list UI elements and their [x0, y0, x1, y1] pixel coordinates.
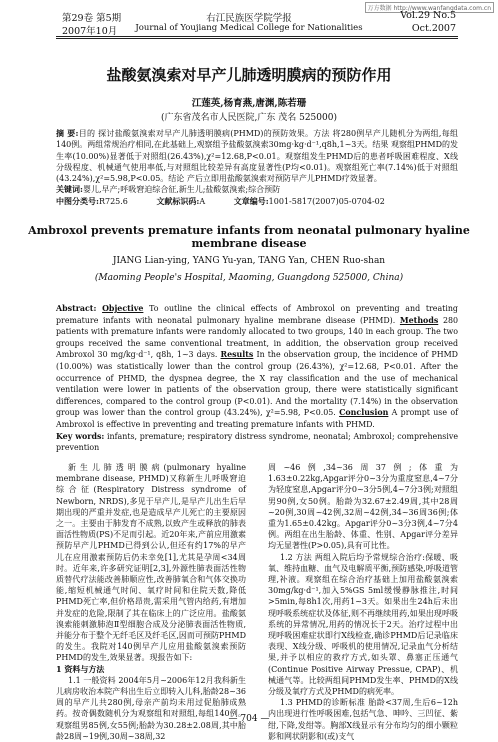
classification-line [56, 196, 458, 207]
conclusion-text: A prompt use of Ambroxol is effective in preventing and treating premature infants with PHMD. [56, 408, 458, 429]
clc-label: 中图分类号: [56, 196, 99, 206]
doc-code-value: A [199, 197, 206, 206]
authors-en: JIANG Lian-ying, YANG Yu-yan, TANG Yan, CHEN Ruo-shan [112, 256, 386, 266]
objective-label: Objective [102, 304, 144, 313]
affiliation-cn: (广东省茂名市人民医院,广东 茂名 525000) [161, 113, 337, 123]
objective-text: To outline the clinical effects of Ambroxol on preventing and treating premature infants with neonatal pulmonary hyaline membrane disease (PHMD). [56, 304, 458, 325]
keywords-en-text: infants, premature; respiratory distress syndrome, neonatal; Ambroxol; comprehensive prevention [56, 431, 458, 453]
abstract-cn-text: 目的 探讨盐酸氨溴索对早产儿肺透明膜病(PHMD)的预防效果。方法 将280例早产儿随机分为两组,每组140例。两组常规治疗相同,在此基础上,观察组予盐酸氨溴索30mg·kg·d⁻¹,q8h,1~3天。结果 观察组PHMD的发生率(10.00%)显著低于对照组(26.43%),χ²=12.68,P<0.01。观察组发生PHMD后的患者呼吸困难程度、X线分级程度、机械通气使用率低,与对照组比较差异有高度显著性(P均<0.01)。观察组死亡率(7.14%)低于对照组(43.24%),χ²=5.98,P<0.05。结论 产后立即用盐酸氨溴索对预防早产儿PHMD疗效显著。 [56, 129, 458, 184]
materials-continued: 周~46例,34~36周37例;体重为1.63±0.22kg,Apgar评分0~3分为重度窒息,4~7分为轻度窒息,Apgar评分0~3分5例,4~7分3例;对照组男90例,女50例。胎龄为32.67±2.49周,其中28周~20例,30周~42例,32周~42例,34~36周36例;体重为1.65±0.42kg。Apgar评分0~3分3例,4~7分4例。两组在出生胎龄、体重、性别、Apgar评分差异均无显著性(P>0.05),具有可比性。 [268, 463, 458, 551]
body-column-left [56, 462, 246, 742]
date-en: Oct.2007 [411, 23, 456, 34]
header-rule-2 [56, 38, 458, 39]
methods-label: Methods [399, 315, 439, 325]
conclusion-label: Conclusion [339, 408, 389, 418]
intro-paragraph: 新生儿肺透明膜病(pulmonary hyaline membrane disease, PHMD)又称新生儿呼吸窘迫综合征(Respiratory Distress syndrome of Newborn, NRDS),多见于早产儿,是早产儿出生后早期出现的严重并发症,也是造成早产儿死亡的主要原因之一。主要由于肺发育不成熟,以致产生或释放的肺表面活性物质(PS)不足而引起。近20年来,产前应用激素预防早产儿PHMD已得到公认,但还有约17%的早产儿在应用激素预防后仍未幸免[1],尤其是孕周<34周时。近年来,许多研究证明[2,3],外源性肺表面活性物质替代疗法能改善肺顺应性,改善肺氧合和气体交换功能,缩短机械通气时间、氧疗时间和住院天数,降低PHMD死亡率,但价格昂贵,需采用气管内给药,有增加并发症的危险,限制了其在临床上的广泛应用。盐酸氨溴索能刺激肺泡Ⅱ型细胞合成及分泌肺表面活性物质,并能分布于整个无纤毛区及纤毛区,因而可预防PHMD的发生。我院对140例早产儿应用盐酸氨溴索预防PHMD的发生,效果显著。现报告如下: [56, 463, 246, 663]
journal-title-en: Journal of Youjiang Medical College for Nationalities [135, 23, 363, 33]
authors-cn: 江莲英,杨育燕,唐渊,陈若珊 [191, 98, 307, 109]
keywords-cn-text: 婴儿,早产;呼吸窘迫综合征,新生儿;盐酸氨溴索;综合预防 [82, 185, 281, 194]
watermark: 万方数据 http://www.wanfangdata.com.cn [365, 2, 494, 13]
journal-title-cn: 右江民族医学院学报 [206, 13, 292, 24]
affiliation-en: (Maoming People's Hospital, Maoming, Guangdong 525000, China) [94, 273, 404, 283]
article-id-value: 1001-5817(2007)05-0704-02 [268, 197, 385, 206]
results-label: Results [220, 350, 254, 360]
criteria-paragraph: 1.3 PHMD的诊断标准 胎龄<37周,生后6~12h内出现进行性呼吸困难,包括气急、呻吟、三凹征、紫绀,下降,发绀等。胸部X线显示有分布均匀的细小颗粒影和网状阴影和(或)支气 [268, 698, 458, 741]
paper-title-en: Ambroxol prevents premature infants from neonatal pulmonary hyaline membrane disease [28, 224, 470, 250]
body-column-right [268, 462, 458, 742]
abstract-en-label: Abstract: [56, 304, 97, 313]
volume-issue-cn: 第29卷 第5期 [62, 13, 122, 24]
methods-text: 280 patients with premature infants were randomly allocated to two groups, 140 in each group. The two groups received the same conventional treatment, in addition, the observation group received Ambroxol 30 mg/kg·d⁻¹, q8h, 1~3 days. [56, 315, 459, 360]
page-number: — 704 — [228, 714, 270, 724]
volume-issue-en: Vol.29 No.5 [400, 10, 456, 21]
materials-paragraph: 1.1 一般资料 2004年5月~2006年12月我科新生儿病房收治本院产科出生后立即转入儿科,胎龄28~36周的早产儿共280例,母亲产前均未用过促胎肺成熟药。按奇偶数随机分为观察组和对照组,每组140例。观察组男85例,女55例;胎龄为30.28±2.08周,其中胎龄28周~19例,30周~38周,32 [56, 675, 246, 741]
date-cn: 2007年10月 [62, 26, 118, 37]
keywords-en-label: Key words: [56, 431, 105, 441]
methods-paragraph: 1.2 方法 两组入院后均予常规综合治疗:保暖、吸氧、维持血糖、血气及电解质平衡,预防感染,呼吸道管理,补液。观察组在综合治疗基础上加用盐酸氨溴索30mg/kg·d⁻¹,加入5%GS 5ml缓慢静脉推注,时间>5min,每8h1次,用药1~3天。如果出生24h后未出现呼吸系统症状及体征,则不再继续用药,如果出现呼吸系统的异常情况,用药的情况长于2天。治疗过程中出现呼吸困难症状即行X线检查,确诊PHMD后记录临床表现、X线分级、呼吸机的使用情况,记录血气分析结果,并予以相应的救疗方式,如头罩、鼻塞正压通气(Continue Positive Airway Pressue, CPAP)、机械通气等。比较两组间PHMD发生率、PHMD的X线分级及氧疗方式及PHMD的病死率。 [268, 552, 458, 697]
clc-value: R725.6 [98, 197, 128, 206]
doc-code-label: 文献标识码: [156, 196, 200, 206]
header-rule [56, 36, 458, 37]
keywords-cn [56, 184, 458, 195]
abstract-en [56, 303, 458, 454]
paper-title-cn: 盐酸氨溴索对早产儿肺透明膜病的预防作用 [106, 66, 392, 84]
results-text: In the observation group, the incidence of PHMD (10.00%) was statistically lower than the control group (26.43%), χ²=12.68, P<0.01. After the occurrence of PHMD, the dyspnea degree, the X ray classification and the use of mechanical ventilation were lower in patients of the observation group, there were statistically significant differences, compared to the control group (P<0.01). And the mortality (7.14%) in the observation group was lower than the control group (43.24%), χ²=5.98, P<0.05. [56, 350, 458, 418]
abstract-cn-label: 摘 要: [56, 128, 79, 138]
section-heading: 1 资料与方法 [56, 663, 105, 674]
keywords-cn-label: 关键词: [56, 184, 83, 194]
abstract-cn [56, 128, 458, 184]
article-id-label: 文章编号: [233, 196, 269, 206]
